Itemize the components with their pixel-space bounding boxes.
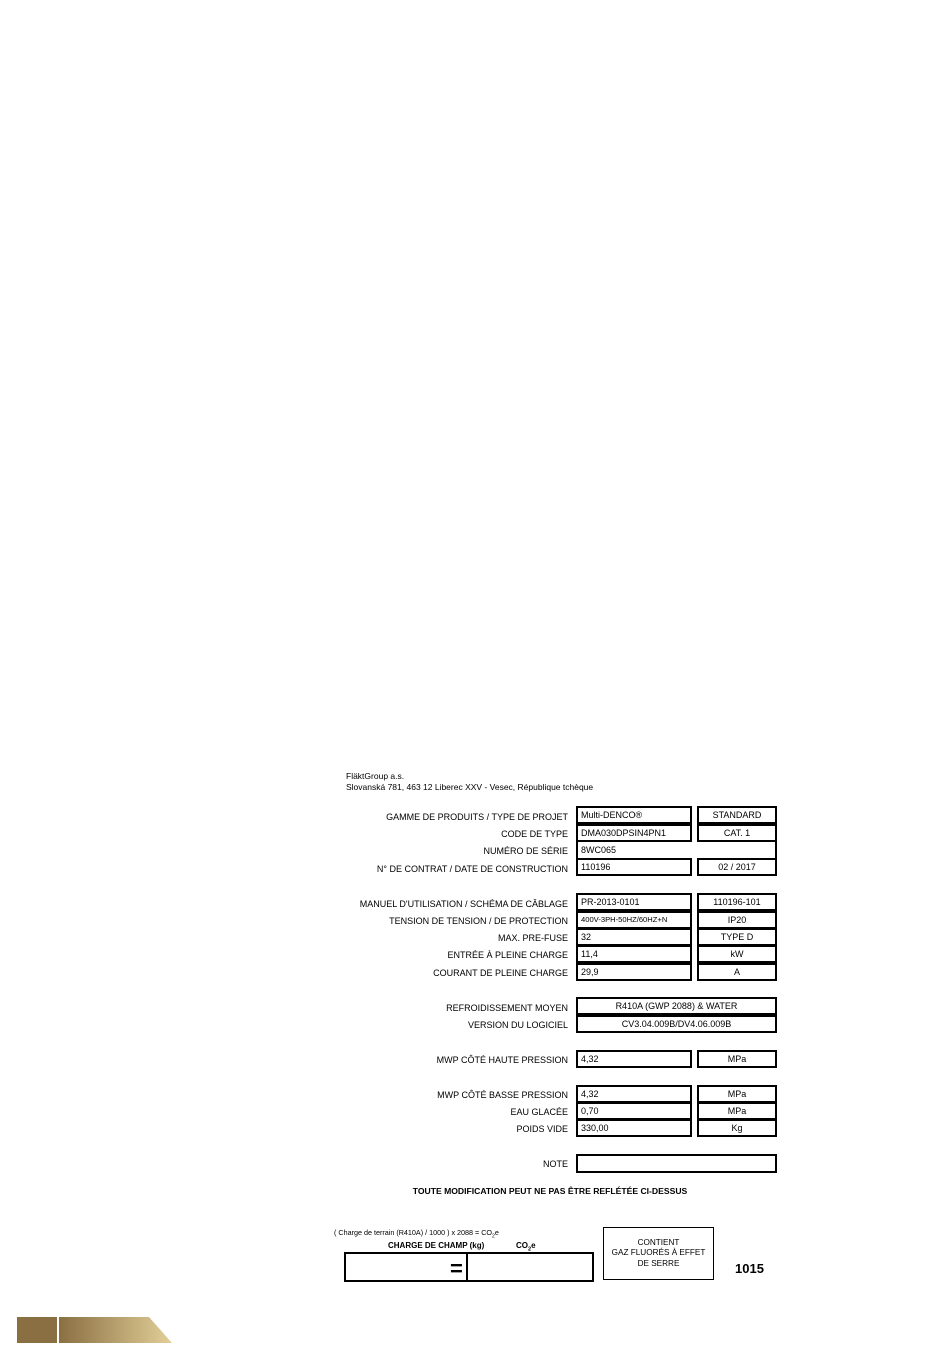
label-full-load-input: ENTRÉE À PLEINE CHARGE bbox=[447, 950, 568, 960]
field-type-code: DMA030DPSIN4PN1 bbox=[576, 824, 692, 842]
field-note bbox=[576, 1154, 777, 1173]
label-type-code: CODE DE TYPE bbox=[501, 829, 568, 839]
field-construction-date: 02 / 2017 bbox=[697, 858, 777, 876]
fgas-line-1: CONTIENT bbox=[637, 1238, 680, 1248]
label-software-version: VERSION DU LOGICIEL bbox=[467, 1020, 568, 1030]
footer-bar-dark bbox=[17, 1317, 57, 1343]
field-cooling-medium: R410A (GWP 2088) & WATER bbox=[576, 997, 777, 1015]
co2-formula-suffix: e bbox=[494, 1228, 499, 1237]
field-mwp-low: 4,32 bbox=[576, 1085, 692, 1103]
label-voltage-protection: TENSION DE TENSION / DE PROTECTION bbox=[389, 916, 568, 926]
equals-sign: = bbox=[450, 1256, 463, 1281]
field-wiring-diagram: 110196-101 bbox=[697, 893, 777, 911]
field-charge-label: CHARGE DE CHAMP (kg) bbox=[388, 1241, 485, 1250]
company-block bbox=[346, 771, 593, 793]
field-prefuse: 32 bbox=[576, 928, 692, 946]
field-empty-weight-unit: Kg bbox=[697, 1119, 777, 1137]
field-full-load-input-unit: kW bbox=[697, 945, 777, 963]
label-note: NOTE bbox=[542, 1159, 568, 1169]
fluorinated-gas-notice bbox=[603, 1227, 714, 1280]
field-software-version: CV3.04.009B/DV4.06.009B bbox=[576, 1015, 777, 1033]
label-product-range: GAMME DE PRODUITS / TYPE DE PROJET bbox=[386, 812, 568, 822]
field-full-load-input: 11,4 bbox=[576, 945, 692, 963]
fgas-line-3: DE SERRE bbox=[637, 1258, 680, 1268]
field-manual: PR-2013-0101 bbox=[576, 893, 692, 911]
field-prefuse-type: TYPE D bbox=[697, 928, 777, 946]
field-empty-weight: 330,00 bbox=[576, 1119, 692, 1137]
footer-color-bar bbox=[17, 1317, 172, 1343]
field-full-load-current: 29,9 bbox=[576, 963, 692, 981]
co2e-label-sub: 2 bbox=[528, 1246, 532, 1253]
label-contract-date: N° DE CONTRAT / DATE DE CONSTRUCTION bbox=[376, 864, 568, 874]
label-empty-weight: POIDS VIDE bbox=[516, 1124, 568, 1134]
field-product-range: Multi-DENCO® bbox=[576, 806, 692, 824]
label-full-load-current: COURANT DE PLEINE CHARGE bbox=[433, 968, 568, 978]
company-address: Slovanská 781, 463 12 Liberec XXV - Vesec, République tchèque bbox=[346, 782, 594, 792]
label-manual-wiring: MANUEL D'UTILISATION / SCHÉMA DE CÂBLAGE bbox=[359, 899, 568, 909]
field-chilled-water: 0,70 bbox=[576, 1102, 692, 1120]
co2e-label-suffix: e bbox=[531, 1241, 536, 1250]
label-cooling-medium: REFROIDISSEMENT MOYEN bbox=[446, 1003, 568, 1013]
field-mwp-high-unit: MPa bbox=[697, 1050, 777, 1068]
field-mwp-high: 4,32 bbox=[576, 1050, 692, 1068]
field-contract-number: 110196 bbox=[576, 858, 692, 876]
label-max-prefuse: MAX. PRE-FUSE bbox=[497, 933, 568, 943]
field-full-load-current-unit: A bbox=[697, 963, 777, 981]
field-serial-number: 8WC065 bbox=[576, 842, 777, 859]
label-chilled-water: EAU GLACÉE bbox=[510, 1107, 568, 1117]
document-code: 1015 bbox=[735, 1261, 764, 1276]
field-project-type: STANDARD bbox=[697, 806, 777, 824]
warning-text: TOUTE MODIFICATION PEUT NE PAS ÊTRE REFLÉTÉE CI-DESSUS bbox=[412, 1186, 688, 1196]
label-mwp-high: MWP CÔTÉ HAUTE PRESSION bbox=[436, 1055, 568, 1065]
charge-entry-box bbox=[344, 1252, 594, 1282]
field-protection: IP20 bbox=[697, 911, 777, 929]
label-serial-number: NUMÉRO DE SÉRIE bbox=[483, 846, 568, 856]
co2-formula-sub: 2 bbox=[492, 1233, 495, 1240]
field-category: CAT. 1 bbox=[697, 824, 777, 842]
label-mwp-low: MWP CÔTÉ BASSE PRESSION bbox=[437, 1090, 568, 1100]
co2e-label bbox=[516, 1241, 536, 1253]
footer-bar-gradient bbox=[59, 1317, 172, 1343]
field-voltage: 400V-3PH-50HZ/60HZ+N bbox=[576, 911, 692, 929]
field-mwp-low-unit: MPa bbox=[697, 1085, 777, 1103]
co2-formula-text: ( Charge de terrain (R410A) / 1000 ) x 2088 = CO bbox=[334, 1228, 493, 1237]
field-chilled-water-unit: MPa bbox=[697, 1102, 777, 1120]
co2e-label-text: CO bbox=[516, 1241, 528, 1250]
co2-formula bbox=[334, 1228, 499, 1239]
company-name: FläktGroup a.s. bbox=[346, 771, 405, 781]
charge-box-divider bbox=[466, 1254, 468, 1280]
fgas-line-2: GAZ FLUORÉS À EFFET bbox=[611, 1248, 706, 1258]
